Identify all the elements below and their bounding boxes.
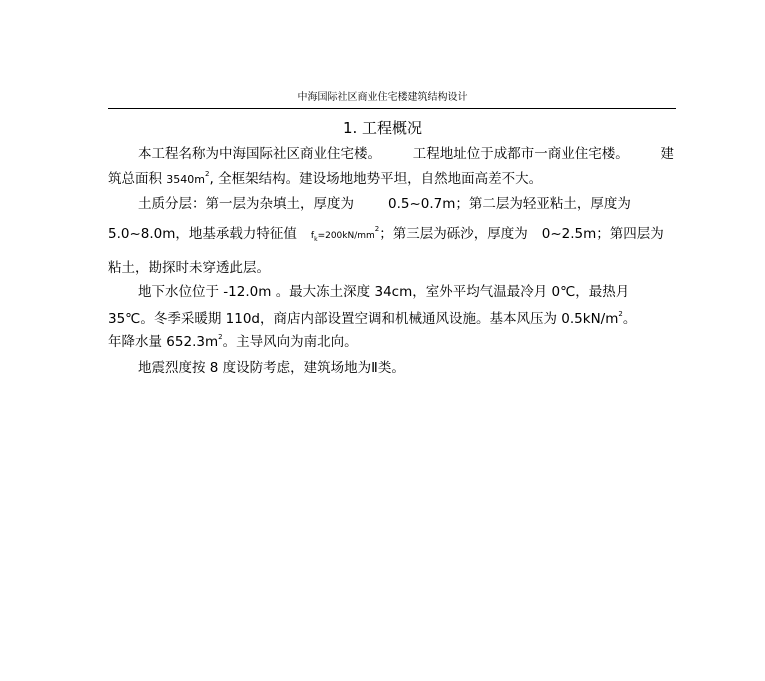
p8-text-c: 。主导风向为南北向。 (222, 334, 358, 350)
p5-text-a: 粘土，勘探时未穿透此层。 (108, 260, 270, 276)
p4-text-b: ；第三层为砾沙，厚度为 (379, 226, 528, 242)
p6-text-e: 0℃，最热月 (551, 284, 630, 300)
p7-text-a: 35℃。冬季采暖期 (108, 311, 222, 327)
p6-text-a: 地下水位位于 (138, 284, 219, 300)
p2-text-b: , 全框架结构。建设场地地势平坦，自然地面高差不大。 (209, 171, 543, 187)
p9-text-a: 地震烈度按 (138, 360, 206, 376)
p4-text-a: 5.0~8.0m，地基承载力特征值 (108, 226, 297, 242)
paragraph-line-4 (108, 226, 664, 248)
groundwater-level: -12.0m (223, 284, 272, 300)
paragraph-line-7 (108, 311, 636, 327)
p3-text-a: 土质分层：第一层为杂填土，厚度为 (138, 196, 354, 212)
p8-text-a: 年降水量 (108, 334, 162, 350)
p4-text-c: 0~2.5m；第四层为 (541, 226, 664, 242)
p3-text-b: 0.5~0.7m；第二层为轻亚粘土，厚度为 (388, 196, 631, 212)
paragraph-line-5 (108, 260, 270, 276)
header-rule (108, 108, 676, 109)
rainfall-value: $652.3m^2$ (166, 333, 223, 350)
p9-text-b: 8 度设防考虑，建筑场地为Ⅱ类。 (209, 360, 405, 376)
p7-text-b: 110d，商店内部设置空调和机械通风设施。基本风压为 (225, 311, 557, 327)
paragraph-line-8 (108, 334, 358, 350)
total-area-value: $3540m^2$ (166, 170, 210, 186)
wind-pressure-value: $0.5kN/m^2$ (561, 310, 623, 327)
p1-text-b: 工程地址位于成都市一商业住宅楼。 (412, 146, 629, 162)
p2-text-a: 筑总面积 (108, 171, 162, 187)
p1-text-c: 建 (660, 146, 674, 162)
paragraph-line-2 (108, 171, 542, 188)
paragraph-line-9 (138, 360, 405, 376)
p6-text-c: 。最大冻土深度 (275, 284, 371, 300)
paragraph-line-3 (138, 196, 631, 212)
section-title: 1. 工程概况 (342, 119, 423, 137)
bearing-capacity-value: $f_k=200kN/mm^2$ (310, 225, 380, 243)
p6-text-d: 34cm，室外平均气温最冷月 (374, 284, 548, 300)
paragraph-line-1 (138, 146, 674, 162)
p7-text-d: 。 (622, 311, 637, 327)
running-header: 中海国际社区商业住宅楼建筑结构设计 (297, 92, 468, 103)
p1-text-a: 本工程名称为中海国际社区商业住宅楼。 (138, 146, 381, 162)
paragraph-line-6 (138, 284, 629, 300)
